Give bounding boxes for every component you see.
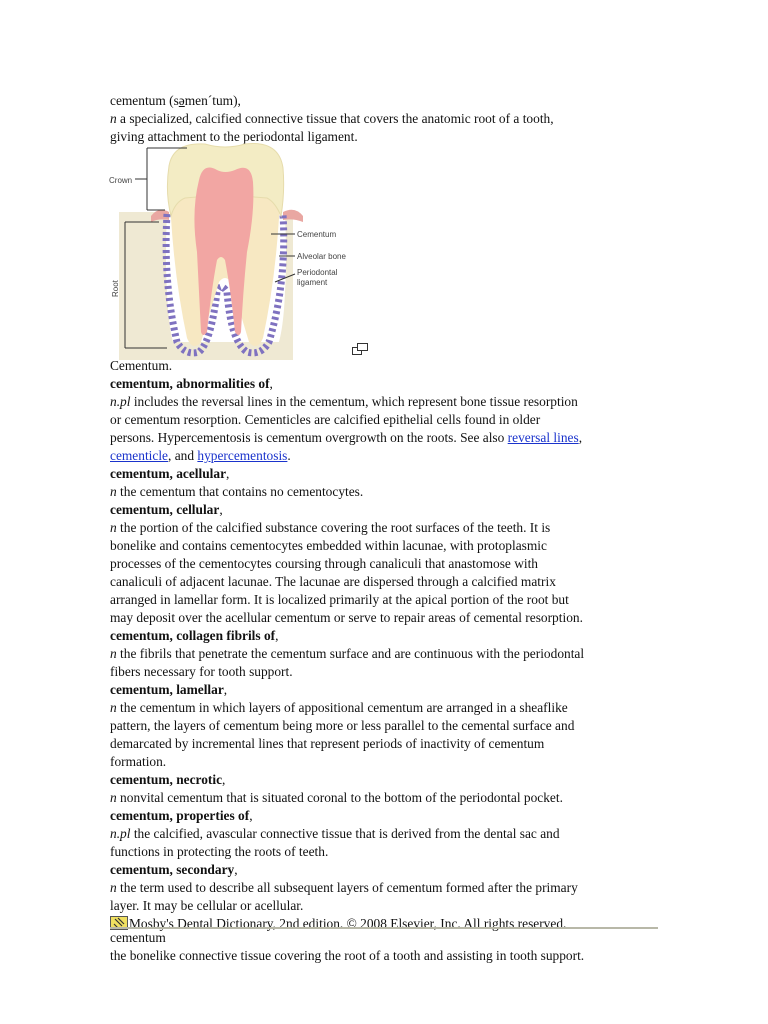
abnormalities-text-3: persons. Hypercementosis is cementum overgrowth on the roots. See also [110,430,508,445]
collagen-line-2: fibers necessary for tooth support. [110,664,293,679]
secondary-line-2: layer. It may be cellular or acellular. [110,898,304,913]
figure-caption: Cementum. [110,358,173,373]
pos-necrotic: n [110,790,117,805]
definition-line-2: giving attachment to the periodontal ligament. [110,129,358,144]
root-label: Root [111,280,120,297]
headword: cementum (s [110,93,179,108]
properties-line-1 [110,825,670,843]
cellular-text-1: the portion of the calcified substance covering the root surfaces of the teeth. It is [116,520,551,535]
entry-term-cellular: cementum, cellular, [110,502,223,517]
tooth-diagram[interactable] [107,142,377,360]
term-secondary: cementum, secondary [110,862,235,877]
headword-line [110,92,670,110]
acellular-text-1: the cementum that contains no cementocytes. [116,484,364,499]
abnormalities-line-2: or cementum resorption. Cementicles are calcified epithelial cells found in older [110,412,541,427]
part-of-speech: n [110,111,117,126]
lamellar-text-1: the cementum in which layers of appositional cementum are arranged in a sheaflike [116,700,568,715]
cellular-line-4: canaliculi of adjacent lacunae. The lacunae are dispersed through a calcified matrix [110,574,556,589]
link-reversal-lines[interactable]: reversal lines [507,430,579,445]
link-cementicle[interactable]: cementicle [110,448,168,463]
main-entry [110,92,670,146]
lamellar-line-1 [110,699,670,717]
entry-term-acellular: cementum, acellular, [110,466,230,481]
pos-lamellar: n [110,700,117,715]
periodontal-label: Periodontal [297,268,338,277]
entry-term-abnormalities: cementum, abnormalities of, [110,376,273,391]
abnormalities-line-1 [110,393,670,411]
ligament-label: ligament [297,278,328,287]
pronunciation-schwa: ə [178,93,185,108]
acellular-line-1 [110,483,670,501]
entry-term-properties: cementum, properties of, [110,808,253,823]
entry-term-necrotic: cementum, necrotic, [110,772,226,787]
entry-term-lamellar: cementum, lamellar, [110,682,228,697]
term-collagen: cementum, collagen fibrils of [110,628,276,643]
secondary-line-1 [110,879,670,897]
cellular-line-3: processes of the cementocytes coursing through canaliculi that anastomose with [110,556,539,571]
definition-text-1: a specialized, calcified connective tissue that covers the anatomic root of a tooth, [116,111,554,126]
necrotic-text-1: nonvital cementum that is situated coronal to the bottom of the periodontal pocket. [116,790,563,805]
entry-term-collagen: cementum, collagen fibrils of, [110,628,279,643]
pos-collagen: n [110,646,117,661]
cellular-line-1 [110,519,670,537]
lamellar-line-2: pattern, the layers of cementum being more or less parallel to the cemental surface and [110,718,575,733]
pos-abnormalities: n.pl [110,394,131,409]
abnormalities-line-3: persons. Hypercementosis is cementum overgrowth on the roots. See also reversal lines, [110,430,583,445]
lamellar-line-3: demarcated by incremental lines that represent periods of inactivity of cementum [110,736,545,751]
expand-icon[interactable] [352,343,368,355]
pos-properties: n.pl [110,826,131,841]
term-lamellar: cementum, lamellar [110,682,224,697]
pos-cellular: n [110,520,117,535]
source-text: Mosby's Dental Dictionary, 2nd edition. © 2008 Elsevier, Inc. All rights reserved. [129,916,567,931]
secondary-text-1: the term used to describe all subsequent layers of cementum formed after the primary [116,880,578,895]
term-properties: cementum, properties of [110,808,250,823]
second-entry-term: cementum [110,930,166,945]
cellular-line-2: bonelike and contains cementocytes embedded within lacunae, with protoplasmic [110,538,547,553]
and-text: , and [168,448,198,463]
properties-text-1: the calcified, avascular connective tissue that is derived from the dental sac and [130,826,560,841]
second-entry-definition: the bonelike connective tissue covering the root of a tooth and assisting in tooth support. [110,948,585,963]
necrotic-line-1 [110,789,670,807]
properties-line-2: functions in protecting the roots of teeth. [110,844,329,859]
lamellar-line-4: formation. [110,754,167,769]
entries-block [110,357,670,933]
term-abnormalities: cementum, abnormalities of [110,376,270,391]
pos-secondary: n [110,880,117,895]
collagen-line-1 [110,645,670,663]
collagen-text-1: the fibrils that penetrate the cementum surface and are continuous with the periodontal [116,646,585,661]
term-acellular: cementum, acellular [110,466,227,481]
term-cellular: cementum, cellular [110,502,220,517]
definition-line-1 [110,110,670,128]
term-necrotic: cementum, necrotic [110,772,223,787]
cellular-line-6: may deposit over the acellular cementum or serve to repair areas of cemental resorption. [110,610,583,625]
entry-term-secondary: cementum, secondary, [110,862,238,877]
cellular-line-5: arranged in lamellar form. It is localized primarily at the apical portion of the root but [110,592,569,607]
crown-label: Crown [109,176,133,185]
alveolar-bone-label: Alveolar bone [297,252,346,261]
abnormalities-line-4: cementicle, and hypercementosis. [110,448,291,463]
second-entry [110,929,670,965]
link-hypercementosis[interactable]: hypercementosis [197,448,288,463]
pronunciation-rest: men´tum), [184,93,241,108]
abnormalities-text-1: includes the reversal lines in the cementum, which represent bone tissue resorption [130,394,578,409]
pos-acellular: n [110,484,117,499]
cementum-label: Cementum [297,230,337,239]
